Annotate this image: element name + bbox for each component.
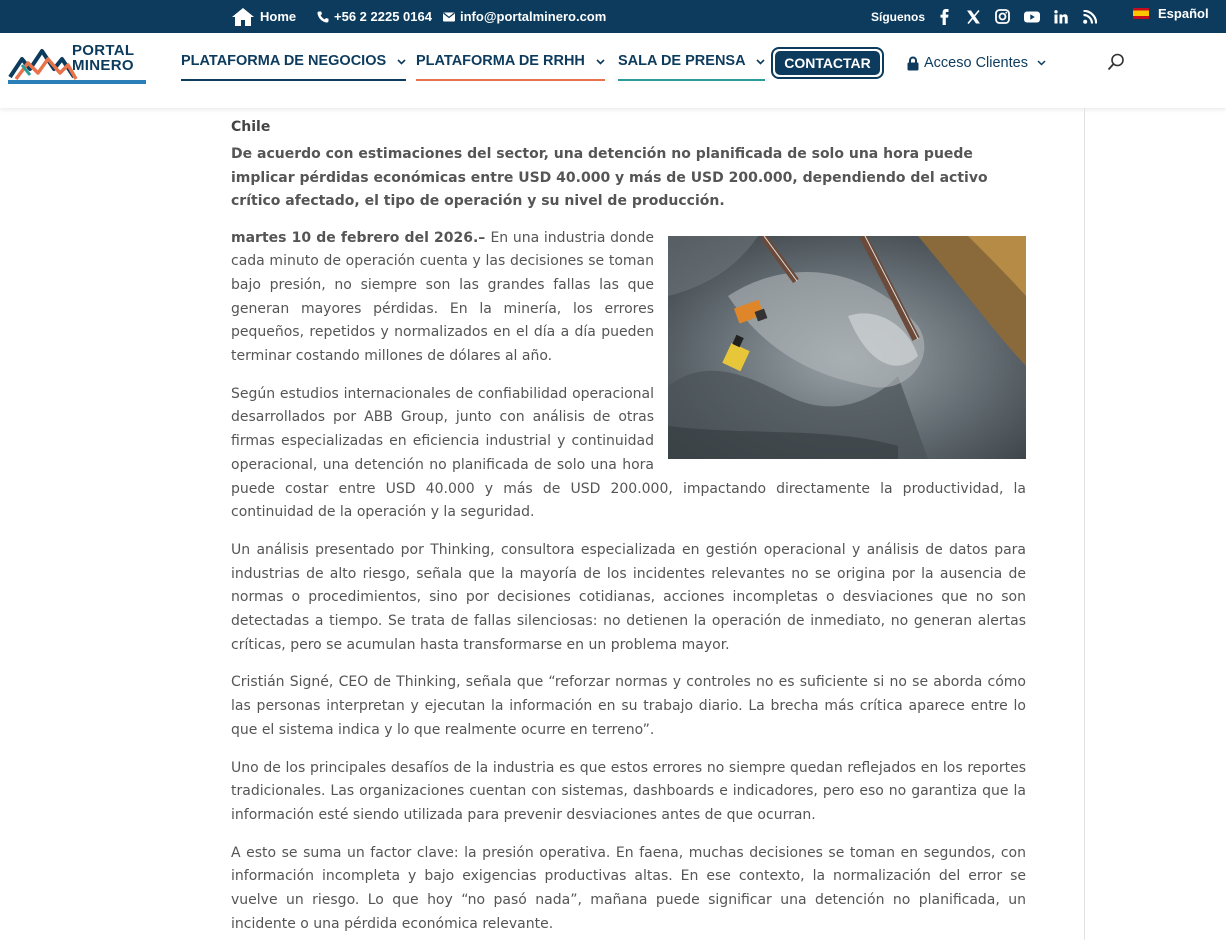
paragraph-text: En una industria donde cada minuto de operación cuenta y las decisiones se toman bajo presión, no siempre son las grandes fallas las que generan mayores pérdidas. En la minería, los errores pequeños, repetidos y normalizados en el día a día pueden terminar costando millones de dólares al año. bbox=[231, 229, 654, 365]
linkedin-link[interactable] bbox=[1054, 0, 1068, 33]
instagram-link[interactable] bbox=[995, 0, 1010, 33]
mining-photo-image bbox=[668, 236, 1026, 459]
chevron-down-icon bbox=[596, 59, 605, 65]
logo-line-1: PORTAL bbox=[72, 42, 135, 59]
youtube-link[interactable] bbox=[1024, 0, 1040, 33]
linkedin-icon bbox=[1054, 10, 1068, 24]
phone-link[interactable] bbox=[317, 0, 432, 33]
x-icon bbox=[966, 10, 981, 24]
nav-underline bbox=[181, 79, 406, 81]
logo-underline bbox=[8, 80, 146, 84]
nav-underline bbox=[416, 79, 605, 81]
home-icon bbox=[231, 7, 255, 27]
logo-text bbox=[72, 43, 134, 73]
chevron-down-icon bbox=[756, 59, 765, 65]
nav-plataforma-rrhh[interactable] bbox=[416, 33, 605, 93]
clients-access-label: Acceso Clientes bbox=[924, 55, 1028, 71]
article-paragraph: A esto se suma un factor clave: la presión operativa. En faena, muchas decisiones se toman en segundos, con información incompleta y bajo exigencias productivas altas. En ese contexto, la normalización del error se vuelve un riesgo. Lo que hoy “no pasó nada”, mañana puede significar una detención no planificada, un incidente o una pérdida económica relevante. bbox=[231, 844, 1026, 932]
x-link[interactable] bbox=[966, 0, 981, 33]
nav-sala-prensa[interactable] bbox=[618, 33, 765, 93]
youtube-icon bbox=[1024, 11, 1040, 23]
rss-link[interactable] bbox=[1083, 0, 1097, 33]
language-selector[interactable] bbox=[1133, 0, 1209, 30]
instagram-icon bbox=[995, 9, 1010, 24]
search-icon[interactable] bbox=[1107, 53, 1125, 71]
article-date: martes 10 de febrero del 2026.– bbox=[231, 229, 491, 246]
article-body bbox=[231, 227, 1026, 937]
article-content bbox=[231, 115, 1026, 936]
article-lead: De acuerdo con estimaciones del sector, una detención no planificada de solo una hora puede implicar pérdidas económicas entre USD 40.000 y más de USD 200.000, dependiendo del activo crítico afectado, el tipo de operación y su nivel de producción. bbox=[231, 146, 988, 209]
chevron-down-icon bbox=[1037, 60, 1046, 66]
article-country: Chile bbox=[231, 119, 271, 135]
email-address: info@portalminero.com bbox=[460, 9, 607, 24]
home-link[interactable] bbox=[231, 0, 296, 33]
follow-label: Síguenos bbox=[871, 9, 926, 24]
facebook-icon bbox=[938, 9, 950, 25]
envelope-icon bbox=[443, 12, 455, 22]
mining-aerial-photo bbox=[668, 236, 1026, 459]
facebook-link[interactable] bbox=[938, 0, 950, 33]
article-paragraph: Según estudios internacionales de confiabilidad operacional desarrollados por ABB Group, junto con análisis de otras firmas especializadas en eficiencia industrial y continuidad operacional, una detención no planificada de solo una hora puede costar entre USD 40.000 y más de USD 200.000, impactando directamente la productividad, la continuidad de la operación y la seguridad. bbox=[231, 385, 1026, 521]
spain-flag-icon bbox=[1133, 8, 1149, 19]
lock-icon bbox=[907, 56, 919, 71]
home-label: Home bbox=[260, 9, 297, 24]
nav-item-label: SALA DE PRENSA bbox=[618, 53, 765, 73]
contact-button-label: CONTACTAR bbox=[775, 51, 880, 75]
chevron-down-icon bbox=[397, 59, 406, 65]
nav-underline bbox=[618, 79, 765, 81]
main-header bbox=[0, 33, 1226, 108]
sidebar-divider bbox=[1084, 108, 1085, 940]
clients-access-menu[interactable] bbox=[907, 33, 1046, 93]
nav-item-label: PLATAFORMA DE NEGOCIOS bbox=[181, 53, 406, 73]
language-label: Español bbox=[1158, 6, 1209, 21]
nav-plataforma-negocios[interactable] bbox=[181, 33, 406, 93]
article-paragraph: Un análisis presentado por Thinking, consultora especializada en gestión operacional y análisis de datos para industrias de alto riesgo, señala que la mayoría de los incidentes relevantes no se origina por la ausencia de normas o procedimientos, sino por decisiones cotidianas, acciones incompletas o desviaciones que no son detectadas a tiempo. Se trata de fallas silenciosas: no detienen la operación de inmediato, no generan alertas críticas, pero se acumulan hasta transformarse en un problema mayor. bbox=[231, 541, 1026, 653]
phone-icon bbox=[317, 11, 329, 23]
nav-item-label: PLATAFORMA DE RRHH bbox=[416, 53, 605, 73]
article-paragraph: Uno de los principales desafíos de la industria es que estos errores no siempre quedan reflejados en los reportes tradicionales. Las organizaciones cuentan con sistemas, dashboards e indicadores, pero eso no garantiza que la información esté siendo utilizada para prevenir desviaciones antes de que ocurran. bbox=[231, 759, 1026, 823]
rss-icon bbox=[1083, 10, 1097, 24]
article-paragraph: Cristián Signé, CEO de Thinking, señala que “reforzar normas y controles no es suficiente si no se aborda cómo las personas interpretan y ejecutan la información en su trabajo diario. La brecha más crítica aparece entre lo que el sistema indica y lo que realmente ocurre en terreno”. bbox=[231, 674, 1026, 738]
contact-button[interactable] bbox=[771, 47, 884, 79]
top-bar bbox=[0, 0, 1226, 33]
article-paragraph bbox=[231, 227, 1026, 369]
email-link[interactable] bbox=[443, 0, 606, 33]
phone-number: +56 2 2225 0164 bbox=[334, 9, 432, 24]
logo-line-2: MINERO bbox=[72, 57, 134, 74]
